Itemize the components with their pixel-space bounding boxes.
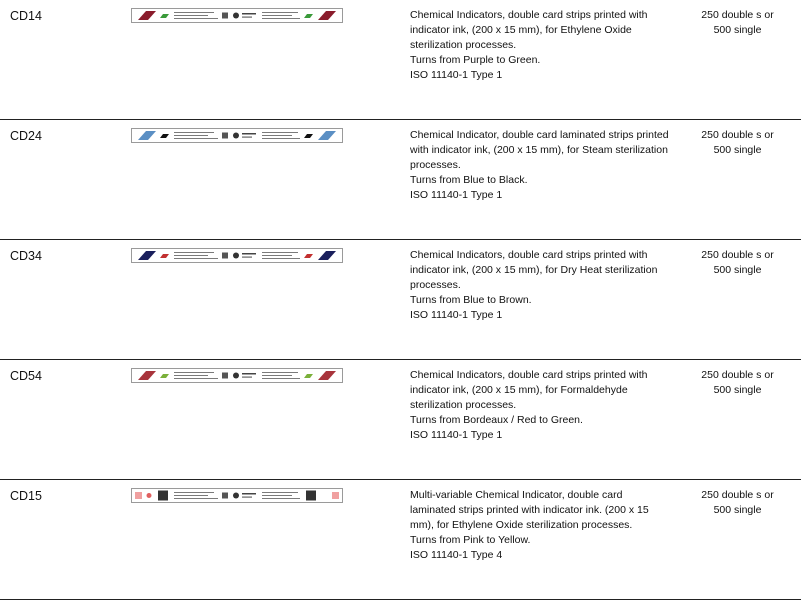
- indicator-accent: [147, 493, 152, 498]
- indicator-ink-patch: [138, 251, 156, 260]
- indicator-ink-patch: [332, 492, 339, 499]
- qr-code: [306, 491, 316, 501]
- product-quantity: [690, 488, 785, 518]
- quantity-line: 250 double s or: [701, 9, 774, 21]
- product-code: CD54: [10, 369, 42, 383]
- printed-text-line: [262, 258, 300, 259]
- indicator-strip-image: [131, 8, 343, 23]
- brand-logo: [242, 137, 252, 138]
- description-line: ISO 11140-1 Type 1: [410, 189, 503, 201]
- description-line: ISO 11140-1 Type 1: [410, 309, 503, 321]
- printed-text-line: [262, 255, 292, 256]
- product-code: CD24: [10, 129, 42, 143]
- brand-logo: [242, 497, 252, 498]
- printed-text-line: [262, 378, 300, 379]
- indicator-accent: [160, 14, 169, 18]
- quantity-line: 500 single: [713, 24, 762, 36]
- strip-graphic: [132, 249, 342, 262]
- indicator-accent: [304, 134, 313, 138]
- product-description: [410, 248, 670, 323]
- description-line: ISO 11140-1 Type 1: [410, 429, 503, 441]
- brand-logo: [233, 13, 239, 19]
- printed-text-line: [174, 132, 214, 133]
- brand-logo: [233, 373, 239, 379]
- product-code: CD34: [10, 249, 42, 263]
- brand-logo: [242, 377, 252, 378]
- indicator-accent: [304, 374, 313, 378]
- product-quantity: [690, 128, 785, 158]
- brand-logo: [242, 373, 256, 375]
- printed-text-line: [262, 12, 298, 13]
- printed-text-line: [262, 135, 292, 136]
- quantity-line: 500 single: [713, 384, 762, 396]
- product-quantity: [690, 8, 785, 38]
- printed-text-line: [174, 12, 214, 13]
- indicator-ink-patch: [318, 131, 336, 140]
- product-description: [410, 128, 670, 203]
- indicator-accent: [304, 254, 313, 258]
- product-code: CD15: [10, 489, 42, 503]
- printed-text-line: [262, 138, 300, 139]
- indicator-accent: [160, 254, 169, 258]
- printed-text-line: [262, 252, 298, 253]
- table-row: [0, 240, 801, 360]
- brand-logo: [233, 253, 239, 259]
- quantity-line: 250 double s or: [701, 489, 774, 501]
- indicator-strip-image: [131, 488, 343, 503]
- printed-text-line: [174, 492, 214, 493]
- quantity-line: 250 double s or: [701, 369, 774, 381]
- table-row: [0, 0, 801, 120]
- brand-logo: [233, 493, 239, 499]
- printed-text-line: [174, 138, 218, 139]
- brand-logo: [242, 257, 252, 258]
- printed-text-line: [174, 372, 214, 373]
- table-row: [0, 480, 801, 600]
- indicator-ink-patch: [318, 371, 336, 380]
- indicator-ink-patch: [138, 371, 156, 380]
- printed-text-line: [174, 378, 218, 379]
- indicator-accent: [160, 134, 169, 138]
- description-line: Turns from Pink to Yellow.: [410, 534, 531, 546]
- product-description: [410, 8, 670, 83]
- printed-text-line: [174, 258, 218, 259]
- brand-logo: [233, 133, 239, 139]
- product-code: CD14: [10, 9, 42, 23]
- strip-badge: [222, 493, 228, 499]
- strip-graphic: [132, 369, 342, 382]
- printed-text-line: [262, 15, 292, 16]
- printed-text-line: [262, 492, 298, 493]
- printed-text-line: [174, 498, 218, 499]
- strip-graphic: [132, 129, 342, 142]
- printed-text-line: [174, 375, 208, 376]
- printed-text-line: [262, 498, 300, 499]
- printed-text-line: [174, 252, 214, 253]
- table-row: [0, 360, 801, 480]
- strip-graphic: [132, 9, 342, 22]
- brand-logo: [242, 133, 256, 135]
- product-description: [410, 488, 670, 563]
- description-line: Turns from Purple to Green.: [410, 54, 541, 66]
- product-quantity: [690, 368, 785, 398]
- indicator-ink-patch: [318, 11, 336, 20]
- printed-text-line: [174, 495, 208, 496]
- description-line: ISO 11140-1 Type 4: [410, 549, 503, 561]
- description-line: Chemical Indicator, double card laminated strips printed with indicator ink, (200 x 15 mm), for Steam sterilization processes.: [410, 129, 669, 171]
- description-line: Turns from Blue to Brown.: [410, 294, 532, 306]
- quantity-line: 500 single: [713, 144, 762, 156]
- description-line: Turns from Blue to Black.: [410, 174, 528, 186]
- product-quantity: [690, 248, 785, 278]
- indicator-ink-patch: [135, 492, 142, 499]
- brand-logo: [242, 13, 256, 15]
- printed-text-line: [262, 375, 292, 376]
- strip-badge: [222, 13, 228, 19]
- strip-badge: [222, 373, 228, 379]
- indicator-ink-patch: [138, 131, 156, 140]
- printed-text-line: [174, 255, 208, 256]
- indicator-accent: [160, 374, 169, 378]
- quantity-line: 250 double s or: [701, 249, 774, 261]
- printed-text-line: [174, 15, 208, 16]
- description-line: Turns from Bordeaux / Red to Green.: [410, 414, 583, 426]
- description-line: Chemical Indicators, double card strips printed with indicator ink, (200 x 15 mm), for Dry Heat sterilization processes.: [410, 249, 658, 291]
- table-row: [0, 120, 801, 240]
- indicator-strip-image: [131, 368, 343, 383]
- qr-code: [158, 491, 168, 501]
- description-line: Multi-variable Chemical Indicator, double card laminated strips printed with indicator ink. (200 x 15 mm), for Ethylene Oxide sterilization processes.: [410, 489, 649, 531]
- quantity-line: 500 single: [713, 504, 762, 516]
- printed-text-line: [262, 495, 292, 496]
- strip-badge: [222, 253, 228, 259]
- printed-text-line: [174, 135, 208, 136]
- indicator-strip-image: [131, 128, 343, 143]
- printed-text-line: [174, 18, 218, 19]
- description-line: Chemical Indicators, double card strips printed with indicator ink, (200 x 15 mm), for Ethylene Oxide sterilization processes.: [410, 9, 648, 51]
- indicator-ink-patch: [318, 251, 336, 260]
- strip-badge: [222, 133, 228, 139]
- quantity-line: 250 double s or: [701, 129, 774, 141]
- printed-text-line: [262, 18, 300, 19]
- indicator-accent: [304, 14, 313, 18]
- printed-text-line: [262, 372, 298, 373]
- printed-text-line: [262, 132, 298, 133]
- description-line: Chemical Indicators, double card strips printed with indicator ink, (200 x 15 mm), for Formaldehyde sterilization processes.: [410, 369, 648, 411]
- indicator-strip-image: [131, 248, 343, 263]
- brand-logo: [242, 493, 256, 495]
- brand-logo: [242, 253, 256, 255]
- indicator-ink-patch: [138, 11, 156, 20]
- strip-graphic: [132, 489, 342, 502]
- product-description: [410, 368, 670, 443]
- quantity-line: 500 single: [713, 264, 762, 276]
- brand-logo: [242, 17, 252, 18]
- description-line: ISO 11140-1 Type 1: [410, 69, 503, 81]
